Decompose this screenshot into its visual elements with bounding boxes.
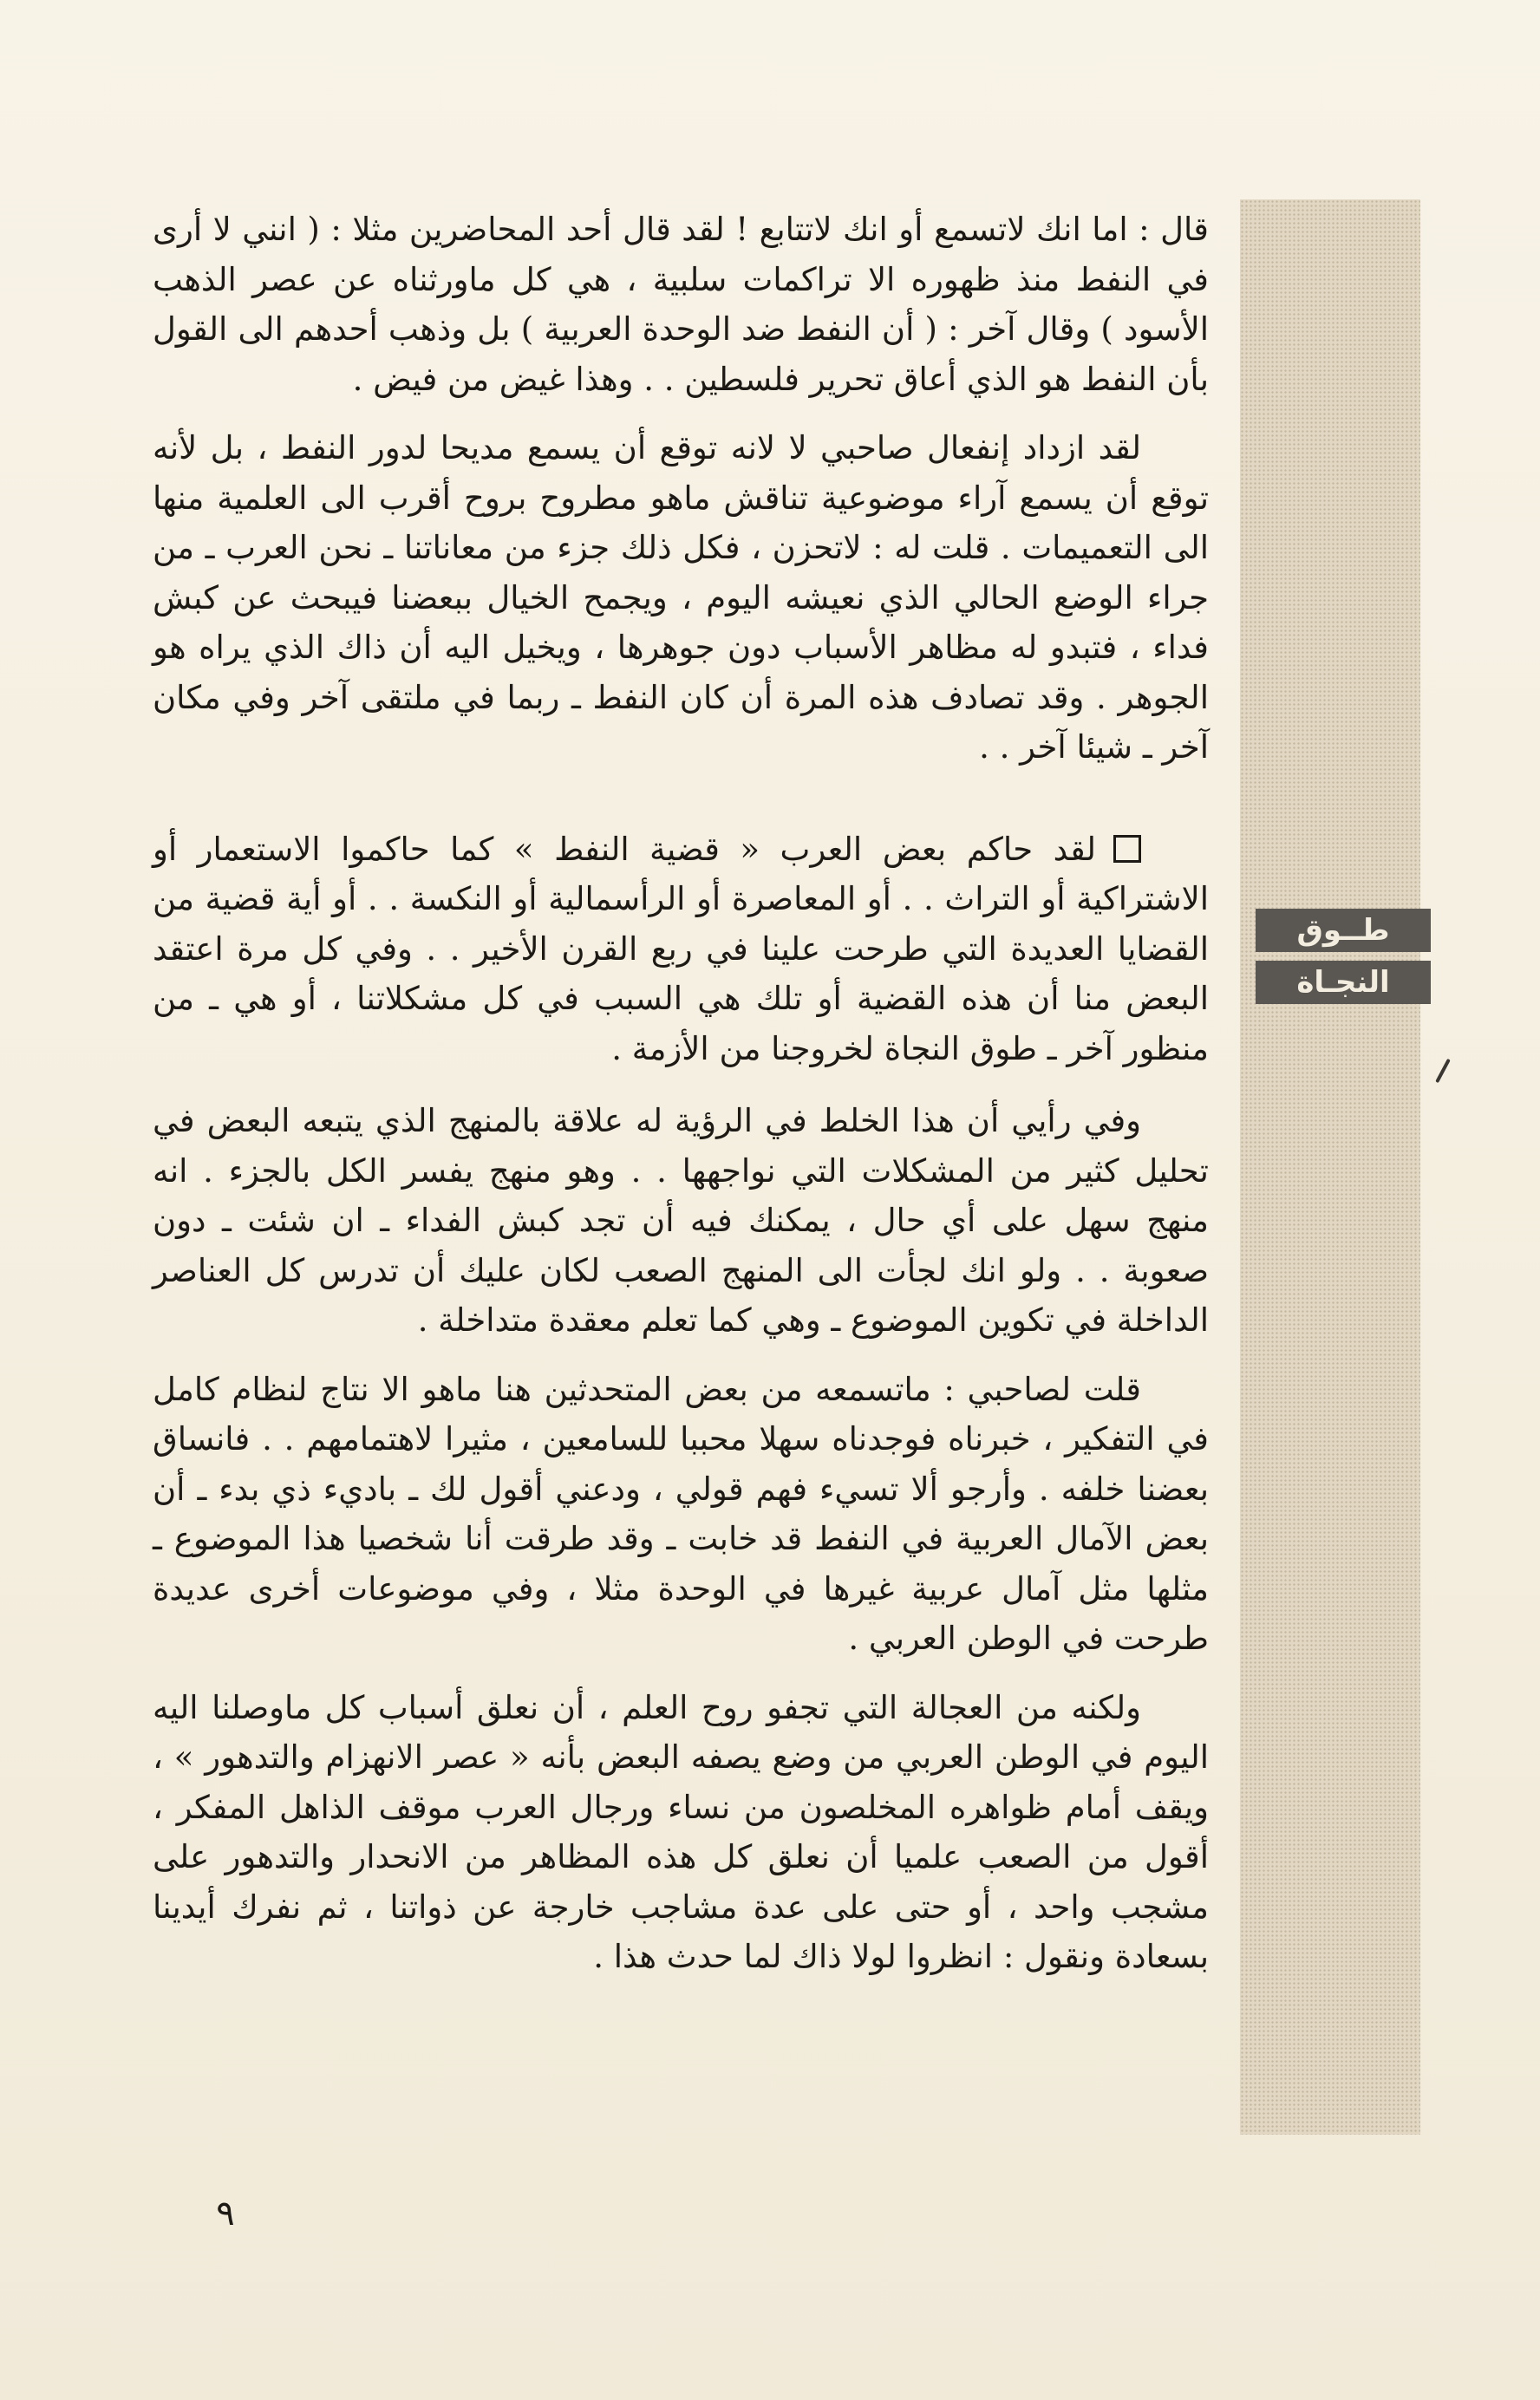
section-heading-line-1: طــوق: [1256, 909, 1431, 952]
paragraph-3: [153, 825, 1209, 1074]
paragraph-5: قلت لصاحبي : ماتسمعه من بعض المتحدثين هنا ماهو الا نتاج لنظام كامل في التفكير ، خبرناه فوجدناه سهلا محببا للسامعين ، مثيرا لاهتمامهم . . فانساق بعضنا خلفه . وأرجو ألا تسيء فهم قولي ، ودعني أقول لك ـ باديء ذي بدء ـ أن بعض الآمال العربية في النفط قد خابت ـ وقد طرقت أنا شخصيا هذا الموضوع ـ مثلها مثل آمال عربية غيرها في الوحدة مثلا ، وفي موضوعات أخرى عديدة طرحت في الوطن العربي .: [153, 1370, 1209, 1657]
body-text: [153, 205, 1209, 2147]
page-number: ٩: [216, 2194, 235, 2234]
margin-band: [1240, 199, 1420, 2135]
section-heading-line-2: النجـاة: [1256, 961, 1431, 1004]
pen-stroke-mark: [1435, 1059, 1451, 1083]
section-heading-tag: [1256, 909, 1431, 1004]
paragraph-4: وفي رأيي أن هذا الخلط في الرؤية له علاقة بالمنهج الذي يتبعه البعض في تحليل كثير من المشكلات التي نواجهها . . وهو منهج يفسر الكل بالجزء . انه منهج سهل على أي حال ، يمكنك فيه أن تجد كبش الفداء ـ ان شئت ـ دون صعوبة . . ولو انك لجأت الى المنهج الصعب لكان عليك أن تدرس كل العناصر الداخلة في تكوين الموضوع ـ وهي كما تعلم معقدة متداخلة .: [153, 1102, 1209, 1339]
paragraph-1: قال : اما انك لاتسمع أو انك لاتتابع ! لقد قال أحد المحاضرين مثلا : ( انني لا أرى في النفط منذ ظهوره الا تراكمات سلبية ، هي كل ماورثناه عن عصر الذهب الأسود ) وقال آخر : ( أن النفط ضد الوحدة العربية ) بل وذهب أحدهم الى القول بأن النفط هو الذي أعاق تحرير فلسطين . . وهذا غيض من فيض .: [153, 211, 1209, 398]
square-bullet-icon: [1113, 835, 1141, 863]
paragraph-6: ولكنه من العجالة التي تجفو روح العلم ، أن نعلق أسباب كل ماوصلنا اليه اليوم في الوطن العربي من وضع يصفه البعض بأنه « عصر الانهزام والتدهور » ، ويقف أمام ظواهره المخلصون من نساء ورجال العرب موقف الذاهل المفكر ، أقول من الصعب علميا أن نعلق كل هذه المظاهر من الانحدار والتدهور على مشجب واحد ، أو حتى على عدة مشاجب خارجة عن ذواتنا ، ثم نفرك أيدينا بسعادة ونقول : انظروا لولا ذاك لما حدث هذا .: [153, 1688, 1209, 1975]
paragraph-3-text: لقد حاكم بعض العرب « قضية النفط » كما حاكموا الاستعمار أو الاشتراكية أو التراث . . أو المعاصرة أو الرأسمالية أو النكسة . . أو أية قضية من القضايا العديدة التي طرحت علينا في ربع القرن الأخير . . وفي كل مرة اعتقد البعض منا أن هذه القضية أو تلك هي السبب في كل مشكلاتنا ، أو هي ـ من منظور آخر ـ طوق النجاة لخروجنا من الأزمة .: [153, 830, 1209, 1067]
paragraph-2: لقد ازداد إنفعال صاحبي لا لانه توقع أن يسمع مديحا لدور النفط ، بل لأنه توقع أن يسمع آراء موضوعية تناقش ماهو مطروح بروح أقرب الى العلمية منها الى التعميمات . قلت له : لاتحزن ، فكل ذلك جزء من معاناتنا ـ نحن العرب ـ من جراء الوضع الحالي الذي نعيشه اليوم ، ويجمح الخيال ببعضنا فيبحث عن كبش فداء ، فتبدو له مظاهر الأسباب دون جوهرها ، ويخيل اليه أن ذاك الذي يراه هو الجوهر . وقد تصادف هذه المرة أن كان النفط ـ ربما في ملتقى آخر وفي مكان آخر ـ شيئا آخر . .: [153, 429, 1209, 766]
